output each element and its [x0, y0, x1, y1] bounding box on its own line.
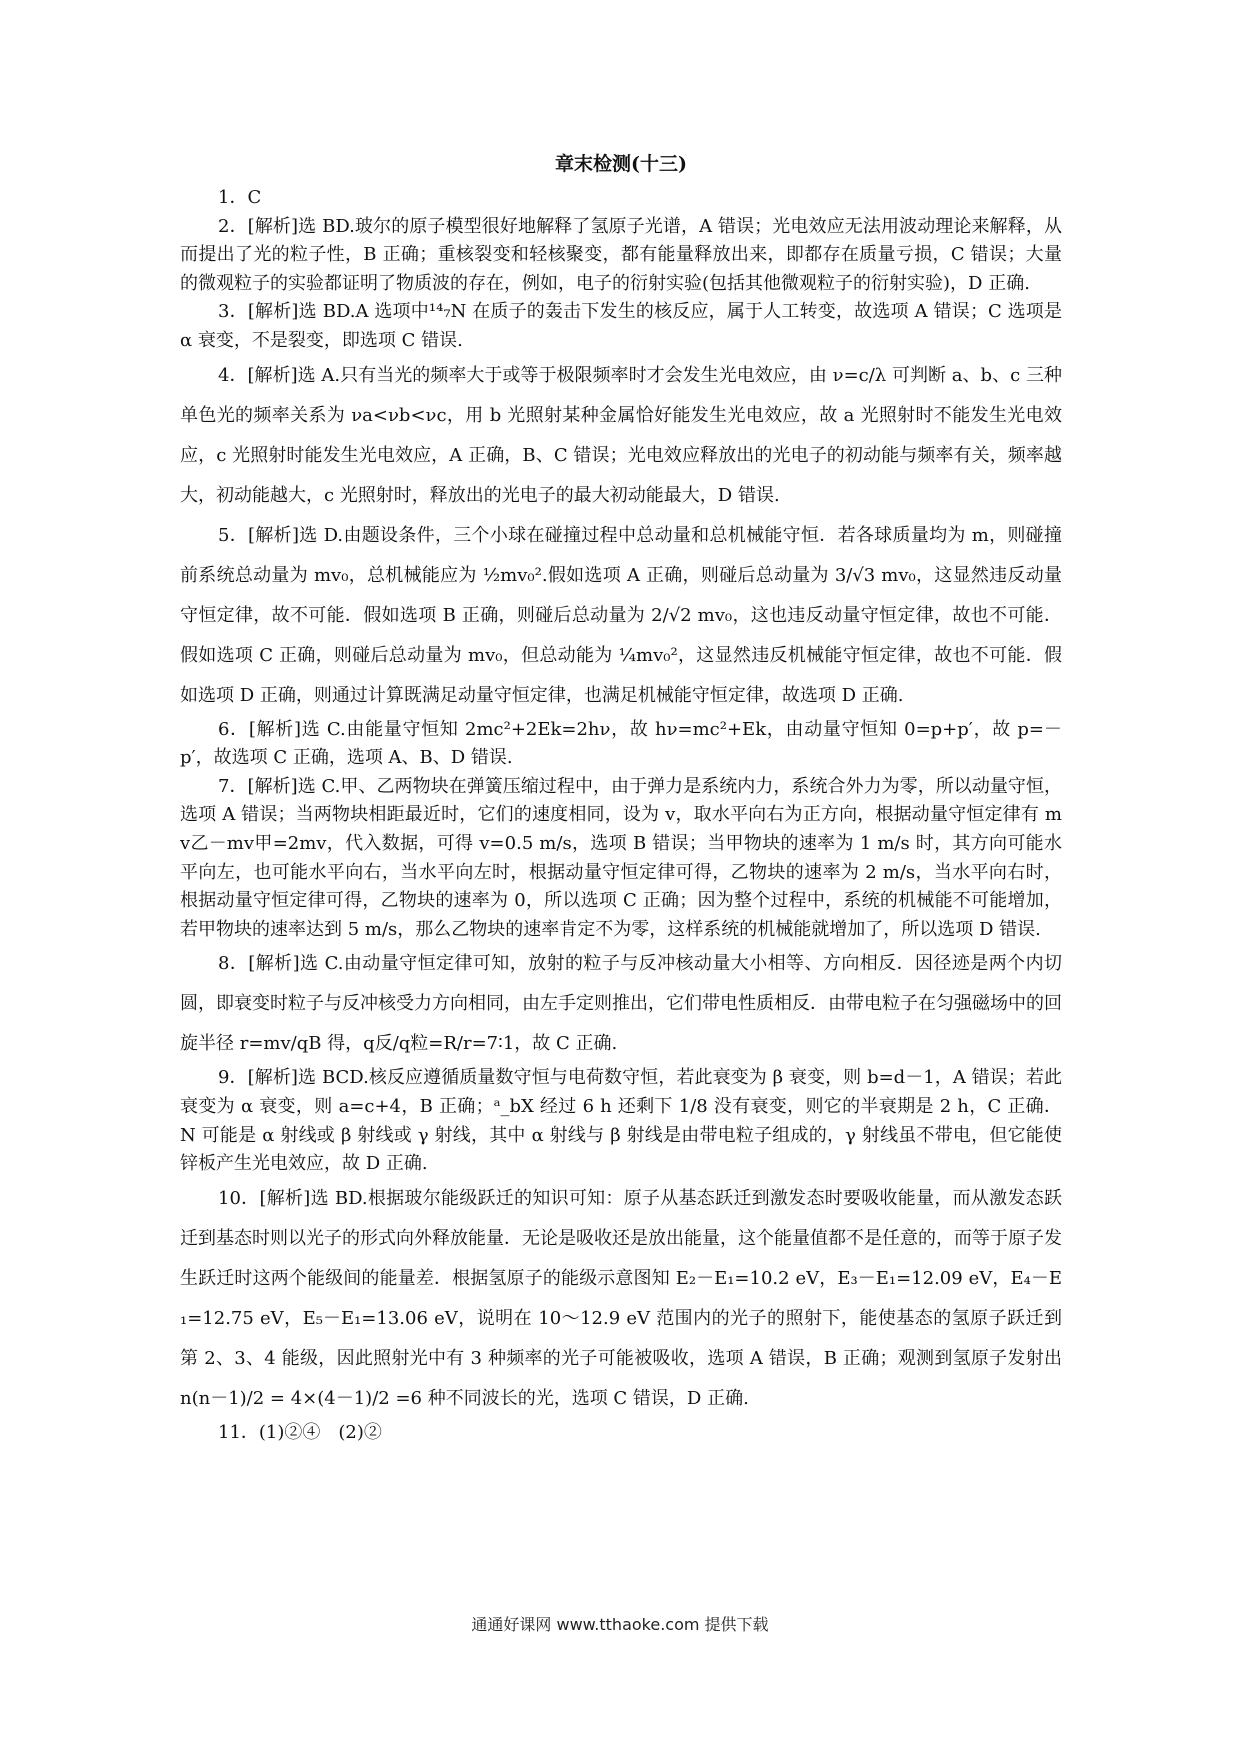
answer-10: 10．[解析]选 BD.根据玻尔能级跃迁的知识可知：原子从基态跃迁到激发态时要吸收能量，而从激发态跃迁到基态时则以光子的形式向外释放能量．无论是吸收还是放出能量，这个能量值都不是任意的，而等于原子发生跃迁时这两个能级间的能量差．根据氢原子的能级示意图知 E₂－E₁=10.2 eV，E₃－E₁=12.09 eV，E₄－E₁=12.75 eV，E₅－E₁=13.06 eV，说明在 10～12.9 eV 范围内的光子的照射下，能使基态的氢原子跃迁到第 2、3、4 能级，因此照射光中有 3 种频率的光子可能被吸收，选项 A 错误，B 正确；观测到氢原子发射出 n(n－1)/2 = 4×(4－1)/2 =6 种不同波长的光，选项 C 错误，D 正确. [180, 1187, 1062, 1409]
footer-download-note: 通通好课网 www.tthaoke.com 提供下载 [471, 1615, 769, 1634]
answer-3: 3．[解析]选 BD.A 选项中¹⁴₇N 在质子的轰击下发生的核反应，属于人工转变，故选项 A 错误；C 选项是 α 衰变，不是裂变，即选项 C 错误. [180, 301, 1062, 351]
answer-5: 5．[解析]选 D.由题设条件，三个小球在碰撞过程中总动量和总机械能守恒．若各球质量均为 m，则碰撞前系统总动量为 mv₀，总机械能应为 ½mv₀².假如选项 A 正确，则碰后总动量为 3/√3 mv₀，这显然违反动量守恒定律，故不可能．假如选项 B 正确，则碰后总动量为 2/√2 mv₀，这也违反动量守恒定律，故也不可能．假如选项 C 正确，则碰后总动量为 mv₀，但总动能为 ¼mv₀²，这显然违反机械能守恒定律，故也不可能．假如选项 D 正确，则通过计算既满足动量守恒定律，也满足机械能守恒定律，故选项 D 正确. [180, 524, 1062, 706]
answer-11: 11．(1)②④ (2)② [218, 1421, 382, 1443]
answer-7: 7．[解析]选 C.甲、乙两物块在弹簧压缩过程中，由于弹力是系统内力，系统合外力为零，所以动量守恒，选项 A 错误；当两物块相距最近时，它们的速度相同，设为 v，取水平向右为正方向，根据动量守恒定律有 mv乙－mv甲=2mv，代入数据，可得 v=0.5 m/s，选项 B 错误；当甲物块的速率为 1 m/s 时，其方向可能水平向左，也可能水平向右，当水平向左时，根据动量守恒定律可得，乙物块的速率为 2 m/s，当水平向右时，根据动量守恒定律可得，乙物块的速率为 0，所以选项 C 正确；因为整个过程中，系统的机械能不可能增加，若甲物块的速率达到 5 m/s，那么乙物块的速率肯定不为零，这样系统的机械能就增加了，所以选项 D 错误. [180, 775, 1062, 940]
answer-1: 1．C [218, 187, 262, 208]
answer-8: 8．[解析]选 C.由动量守恒定律可知，放射的粒子与反冲核动量大小相等、方向相反．因径迹是两个内切圆，即衰变时粒子与反冲核受力方向相同，由左手定则推出，它们带电性质相反．由带电粒子在匀强磁场中的回旋半径 r=mv/qB 得，q反/q粒=R/r=7∶1，故 C 正确. [180, 953, 1062, 1055]
page-title: 章末检测(十三) [555, 153, 687, 175]
answer-4: 4．[解析]选 A.只有当光的频率大于或等于极限频率时才会发生光电效应，由 ν=c/λ 可判断 a、b、c 三种单色光的频率关系为 νa<νb<νc，用 b 光照射某种金属恰好能发生光电效应，故 a 光照射时不能发生光电效应，c 光照射时能发生光电效应，A 正确，B、C 错误；光电效应释放出的光电子的初动能与频率有关，频率越大，初动能越大，c 光照射时，释放出的光电子的最大初动能最大，D 错误. [180, 364, 1062, 506]
answer-9: 9．[解析]选 BCD.核反应遵循质量数守恒与电荷数守恒，若此衰变为 β 衰变，则 b=d－1，A 错误；若此衰变为 α 衰变，则 a=c+4，B 正确；ᵃ_bX 经过 6 h 还剩下 1/8 没有衰变，则它的半衰期是 2 h，C 正确．N 可能是 α 射线或 β 射线或 γ 射线，其中 α 射线与 β 射线是由带电粒子组成的，γ 射线虽不带电，但它能使锌板产生光电效应，故 D 正确. [180, 1067, 1062, 1175]
answer-2: 2．[解析]选 BD.玻尔的原子模型很好地解释了氢原子光谱，A 错误；光电效应无法用波动理论来解释，从而提出了光的粒子性，B 正确；重核裂变和轻核聚变，都有能量释放出来，即都存在质量亏损，C 错误；大量的微观粒子的实验都证明了物质波的存在，例如，电子的衍射实验(包括其他微观粒子的衍射实验)，D 正确. [180, 215, 1062, 294]
answer-6: 6．[解析]选 C.由能量守恒知 2mc²+2Ek=2hν，故 hν=mc²+Ek，由动量守恒知 0=p+p′，故 p=－p′，故选项 C 正确，选项 A、B、D 错误. [180, 718, 1062, 769]
document-body [180, 150, 1062, 1447]
